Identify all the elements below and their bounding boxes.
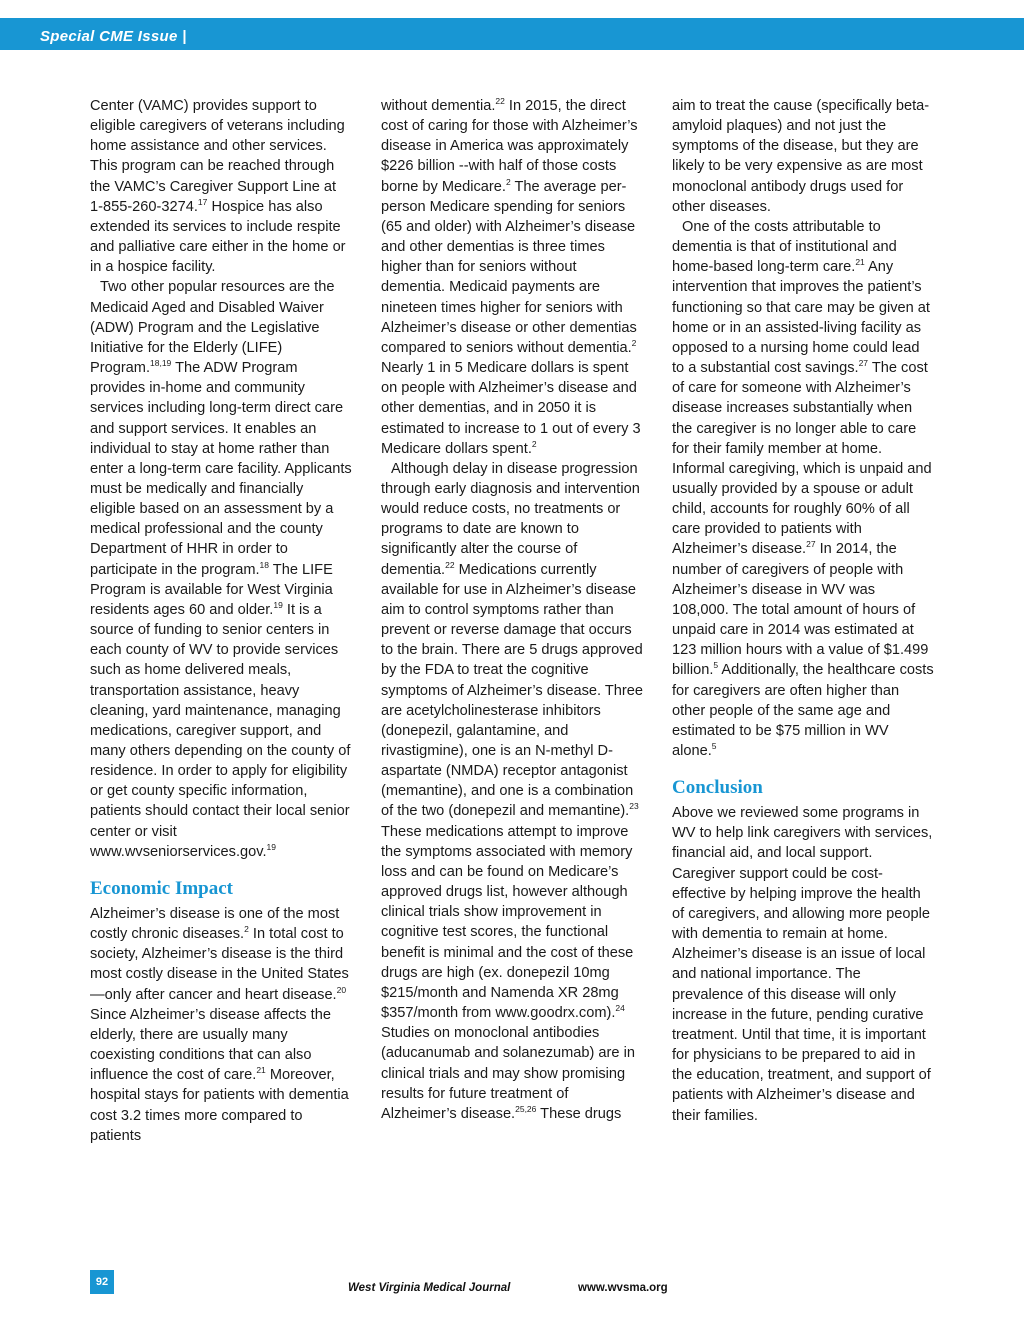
journal-url[interactable]: www.wvsma.org	[578, 1282, 668, 1294]
section-heading-economic-impact: Economic Impact	[90, 877, 234, 899]
journal-name: West Virginia Medical Journal	[348, 1282, 511, 1294]
paragraph: Two other popular resources are the Medicaid Aged and Disabled Waiver (ADW) Program and the Legislative Initiative for the Elderly (LIFE) Program.$^{18,19}$ The ADW Program provides in-home and community services including long-term direct care and support services. It enables an individual to stay at home rather than enter a long-term care facility. Applicants must be medically and financially eligible based on an assessment by a medical professional and the county Department of HHR in order to participate in the program.$^{18}$ The LIFE Program is available for West Virginia residents ages 60 and older.$^{19}$ It is a source of funding to senior centers in each county of WV to provide services such as home delivered meals, transportation assistance, heavy cleaning, yard maintenance, managing medications, caregiver support, and many others depending on the county of residence. In order to apply for eligibility or get county specific information, patients should contact their local senior center or visit www.wvseniorservices.gov.$^{19}$	[90, 279, 352, 860]
column-3	[672, 96, 934, 1126]
column-2	[381, 96, 643, 1124]
page-number: 92	[90, 1270, 114, 1294]
header-bar	[0, 18, 1024, 50]
column-1	[90, 96, 352, 1146]
section-title: Special CME Issue |	[40, 28, 187, 45]
paragraph: without dementia.$^{22}$ In 2015, the direct cost of caring for those with Alzheimer’s disease in America was approximately $226 billion --with half of those costs borne by Medicare.$^2$ The average per-person Medicare spending for seniors (65 and older) with Alzheimer’s disease and other dementias is three times higher than for seniors without dementia. Medicaid payments are nineteen times higher for seniors with Alzheimer’s disease or other dementias compared to seniors without dementia.$^2$ Nearly 1 in 5 Medicare dollars is spent on people with Alzheimer’s disease and other dementias, and in 2050 it is estimated to increase to 1 out of every 3 Medicare dollars spent.$^2$	[381, 96, 641, 457]
paragraph: One of the costs attributable to dementia is that of institutional and home-based long-term care.$^{21}$ Any intervention that improves the patient’s functioning so that care may be given at home or in an assisted-living facility as opposed to a nursing home could lead to a substantial cost savings.$^{27}$ The cost of care for someone with Alzheimer’s disease increases substantially when the caregiver is no longer able to care for their family member at home. Informal caregiving, which is unpaid and usually provided by a spouse or adult child, accounts for roughly 60% of all care provided to patients with Alzheimer’s disease.$^{27}$ In 2014, the number of caregivers of people with Alzheimer’s disease in WV was 108,000. The total amount of hours of unpaid care in 2014 was estimated at 123 million hours with a value of $1.499 billion.$^5$ Additionally, the healthcare costs for caregivers are often higher than other people of the same age and estimated to be $75 million in WV alone.$^5$	[672, 218, 934, 759]
paragraph: Alzheimer’s disease is one of the most costly chronic diseases.$^2$ In total cost to society, Alzheimer’s disease is the third most costly disease in the United States—only after cancer and heart disease.$^{20}$ Since Alzheimer’s disease affects the elderly, there are usually many coexisting conditions that can also influence the cost of care.$^{21}$ Moreover, hospital stays for patients with dementia cost 3.2 times more compared to patients	[90, 905, 349, 1144]
paragraph: Although delay in disease progression through early diagnosis and intervention would reduce costs, no treatments or programs to date are known to significantly alter the course of dementia.$^{22}$ Medications currently available for use in Alzheimer’s disease aim to control symptoms rather than prevent or reverse damage that occurs to the brain. There are 5 drugs approved by the FDA to treat the cognitive symptoms of Alzheimer’s disease. Three are acetylcholinesterase inhibitors (donepezil, galantamine, and rivastigmine), one is an N-methyl D-aspartate (NMDA) receptor antagonist (memantine), and one is a combination of the two (donepezil and memantine).$^{23}$ These medications attempt to improve the symptoms associated with memory loss and can be found on Medicare’s approved drugs list, however although clinical trials show improvement in cognitive test scores, the functional benefit is minimal and the cost of these drugs are high (ex. donepezil 10mg $215/month and Namenda XR 28mg $357/month from www.goodrx.com).$^{24}$ Studies on monoclonal antibodies (aducanumab and solanezumab) are in clinical trials and may show promising results for future treatment of Alzheimer’s disease.$^{25,26}$ These drugs	[381, 460, 643, 1122]
paragraph: aim to treat the cause (specifically beta-amyloid plaques) and not just the symptoms of the disease, but they are likely to be very expensive as are most monoclonal antibody drugs used for other diseases.	[672, 98, 930, 215]
paragraph: Above we reviewed some programs in WV to help link caregivers with services, financial aid, and local support. Caregiver support could be cost-effective by helping improve the health of caregivers, and allowing more people with dementia to remain at home. Alzheimer’s disease is an issue of local and national importance. The prevalence of this disease will only increase in the future, pending curative treatment. Until that time, it is important for physicians to be prepared to aid in the education, treatment, and support of patients with Alzheimer’s disease and their families.	[672, 805, 933, 1124]
paragraph: Center (VAMC) provides support to eligible caregivers of veterans including home assistance and other services. This program can be reached through the VAMC’s Caregiver Support Line at 1-855-260-3274.17 Hospice has also extended its services to include respite and palliative care either in the home or in a hospice facility.	[90, 98, 346, 276]
section-heading-conclusion: Conclusion	[672, 777, 763, 799]
